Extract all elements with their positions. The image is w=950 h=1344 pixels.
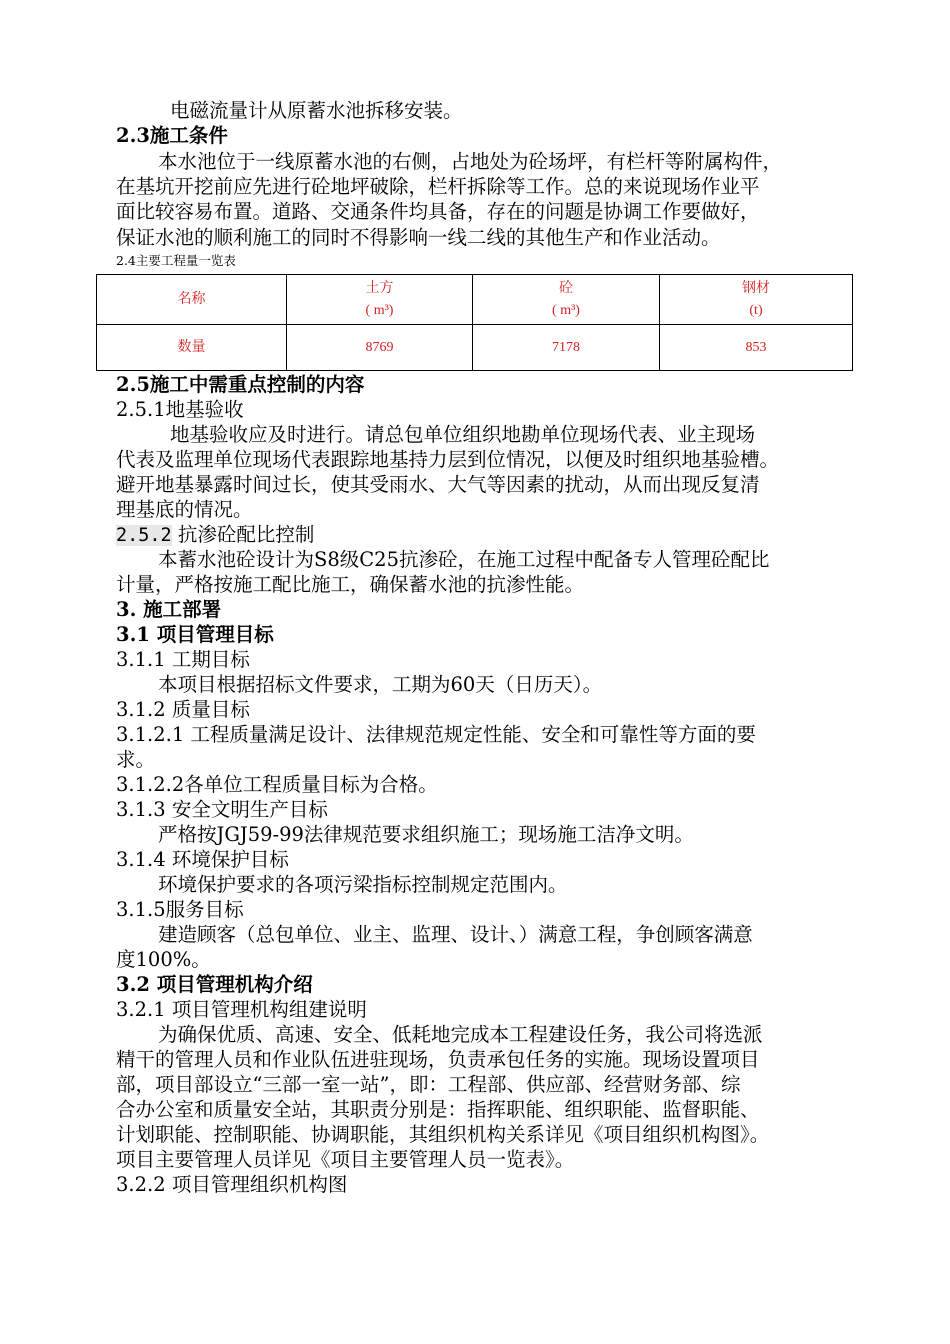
subsection-heading: 3.1.1 工期目标 <box>116 648 250 671</box>
paragraph-line: 在基坑开挖前应先进行砼地坪破除，栏杆拆除等工作。总的来说现场作业平 <box>116 175 760 198</box>
table-cell <box>473 275 660 325</box>
paragraph-line: 计量，严格按施工配比施工，确保蓄水池的抗渗性能。 <box>116 573 585 596</box>
paragraph-line: 电磁流量计从原蓄水池拆移安装。 <box>170 99 463 122</box>
cell-unit: (t) <box>749 302 763 318</box>
paragraph-line: 代表及监理单位现场代表跟踪地基持力层到位情况，以便及时组织地基验槽。 <box>116 448 780 471</box>
subsection-heading: 3.1.3 安全文明生产目标 <box>116 798 328 821</box>
paragraph-line: 严格按JGJ59-99法律规范要求组织施工；现场施工洁净文明。 <box>158 823 694 846</box>
paragraph-line: 3.1.2.1 工程质量满足设计、法律规范规定性能、安全和可靠性等方面的要 <box>116 723 756 746</box>
paragraph-line: 保证水池的顺利施工的同时不得影响一线二线的其他生产和作业活动。 <box>116 226 721 249</box>
cell-line: 土方 <box>365 280 394 296</box>
subsection-heading: 3.1.5服务目标 <box>116 898 244 921</box>
heading-number: 2.5.2 <box>116 525 172 546</box>
table-cell: 853 <box>660 325 853 371</box>
paragraph-line: 本蓄水池砼设计为S8级C25抗渗砼，在施工过程中配备专人管理砼配比 <box>158 548 770 571</box>
cell-unit: ( m³) <box>365 302 394 318</box>
paragraph-line: 3.1.2.2各单位工程质量目标为合格。 <box>116 773 438 796</box>
table-cell: 8769 <box>287 325 473 371</box>
paragraph-line: 精干的管理人员和作业队伍进驻现场，负责承包任务的实施。现场设置项目 <box>116 1048 760 1071</box>
section-heading-3: 3. 施工部署 <box>116 598 222 621</box>
subsection-heading: 2.5.1地基验收 <box>116 398 244 421</box>
paragraph-line: 项目主要管理人员详见《项目主要管理人员一览表》。 <box>116 1148 575 1171</box>
paragraph-line: 本项目根据招标文件要求，工期为60天（日历天）。 <box>158 673 603 696</box>
paragraph-line: 本水池位于一线原蓄水池的右侧，占地处为砼场坪，有栏杆等附属构件， <box>158 150 783 173</box>
table-cell <box>660 275 853 325</box>
section-heading-3-2: 3.2 项目管理机构介绍 <box>116 973 313 996</box>
paragraph-line: 理基底的情况。 <box>116 498 253 521</box>
subsection-heading: 3.2.2 项目管理组织机构图 <box>116 1173 348 1196</box>
paragraph-line: 避开地基暴露时间过长，使其受雨水、大气等因素的扰动，从而出现反复清 <box>116 473 760 496</box>
paragraph-line: 建造顾客（总包单位、业主、监理、设计、）满意工程，争创顾客满意 <box>158 923 753 946</box>
heading-text: 抗渗砼配比控制 <box>171 523 315 546</box>
cell-line: 砼 <box>559 280 573 296</box>
section-heading-2-3: 2.3施工条件 <box>116 124 228 147</box>
quantity-table <box>96 274 853 371</box>
cell-line: 钢材 <box>742 280 770 296</box>
table-caption: 2.4主要工程量一览表 <box>116 253 236 268</box>
table-header-row <box>97 275 853 325</box>
paragraph-line: 面比较容易布置。道路、交通条件均具备，存在的问题是协调工作要做好， <box>116 200 760 223</box>
subsection-heading: 3.2.1 项目管理机构组建说明 <box>116 998 367 1021</box>
table-cell: 数量 <box>97 325 287 371</box>
table-cell: 名称 <box>97 275 287 325</box>
subsection-heading <box>116 522 314 548</box>
paragraph-line: 部，项目部设立“三部一室一站”，即：工程部、供应部、经营财务部、综 <box>116 1073 741 1096</box>
paragraph-line: 地基验收应及时进行。请总包单位组织地勘单位现场代表、业主现场 <box>170 423 756 446</box>
paragraph-line: 度100%。 <box>116 948 211 971</box>
subsection-heading: 3.1.4 环境保护目标 <box>116 848 289 871</box>
table-row <box>97 325 853 371</box>
cell-unit: ( m³) <box>552 302 580 318</box>
paragraph-line: 环境保护要求的各项污梁指标控制规定范围内。 <box>158 873 568 896</box>
paragraph-line: 求。 <box>116 748 156 771</box>
section-heading-2-5: 2.5施工中需重点控制的内容 <box>116 373 365 396</box>
subsection-heading: 3.1.2 质量目标 <box>116 698 250 721</box>
section-heading-3-1: 3.1 项目管理目标 <box>116 623 274 646</box>
table-cell <box>287 275 473 325</box>
paragraph-line: 计划职能、控制职能、协调职能，其组织机构关系详见《项目组织机构图》。 <box>116 1123 770 1146</box>
table-cell: 7178 <box>473 325 660 371</box>
paragraph-line: 合办公室和质量安全站，其职责分别是：指挥职能、组织职能、监督职能、 <box>116 1098 760 1121</box>
paragraph-line: 为确保优质、高速、安全、低耗地完成本工程建设任务，我公司将选派 <box>158 1023 763 1046</box>
